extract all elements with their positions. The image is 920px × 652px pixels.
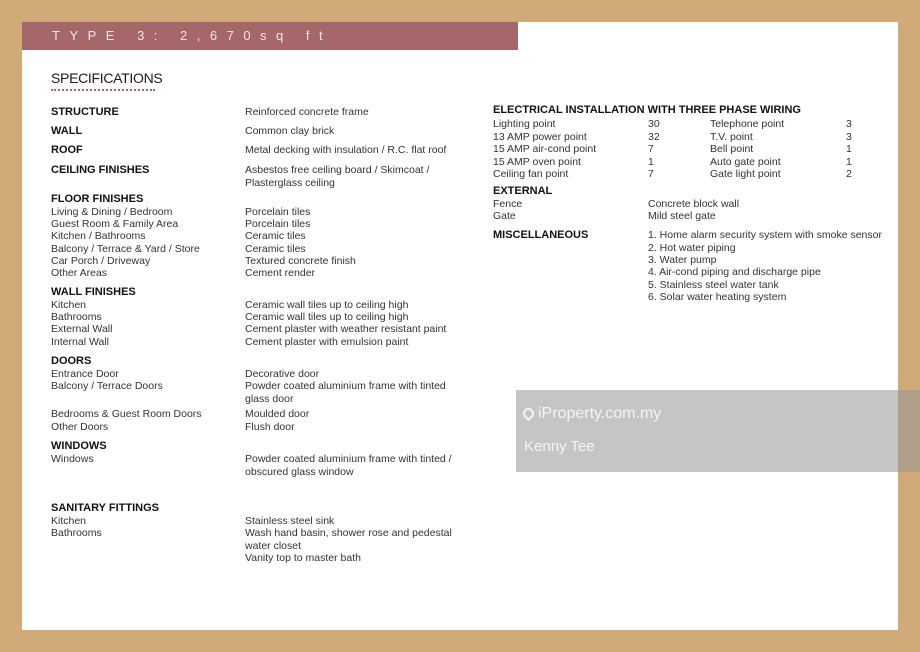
electrical-item-label: Auto gate point (710, 156, 781, 168)
miscellaneous-heading: MISCELLANEOUS (493, 229, 589, 241)
location-pin-icon (521, 406, 537, 422)
electrical-item-count: 1 (648, 156, 654, 168)
doors-row-label: Other Doors (51, 421, 109, 433)
sanitary-row-value: Vanity top to master bath (245, 552, 361, 564)
floor-row-label: Kitchen / Bathrooms (51, 230, 146, 242)
watermark-overlay (516, 390, 920, 472)
doors-heading: DOORS (51, 355, 92, 367)
wallfin-row-value: Ceramic wall tiles up to ceiling high (245, 311, 409, 323)
wallfin-row-value: Cement plaster with emulsion paint (245, 336, 409, 348)
electrical-item-label: Lighting point (493, 118, 556, 130)
floor-row-label: Balcony / Terrace & Yard / Store (51, 243, 200, 255)
wallfin-row-label: Bathrooms (51, 311, 102, 323)
wall-value: Common clay brick (245, 125, 335, 137)
windows-row-label: Windows (51, 453, 94, 465)
sanitary-heading: SANITARY FITTINGS (51, 502, 159, 514)
electrical-item-count: 7 (648, 168, 654, 180)
wall-label: WALL (51, 125, 83, 137)
ceiling-label: CEILING FINISHES (51, 164, 150, 176)
electrical-item-label: Ceiling fan point (493, 168, 569, 180)
electrical-item-label: Gate light point (710, 168, 781, 180)
wallfin-row-value: Ceramic wall tiles up to ceiling high (245, 299, 409, 311)
sanitary-row-label: Bathrooms (51, 527, 102, 539)
electrical-item-count: 3 (846, 118, 852, 130)
floor-finishes-heading: FLOOR FINISHES (51, 193, 144, 205)
electrical-heading: ELECTRICAL INSTALLATION WITH THREE PHASE WIRING (493, 104, 801, 116)
title-dotted-underline (51, 89, 155, 91)
misc-item: 5. Stainless steel water tank (648, 279, 779, 291)
watermark-agent-name: Kenny Tee (524, 438, 595, 455)
windows-row-value: Powder coated aluminium frame with tinted / obscured glass window (245, 453, 452, 478)
type-banner: TYPE 3: 2,670sq ft (22, 22, 518, 50)
electrical-item-label: Telephone point (710, 118, 785, 130)
doors-row-label: Bedrooms & Guest Room Doors (51, 408, 202, 420)
doors-row-value: Flush door (245, 421, 295, 433)
floor-row-label: Other Areas (51, 267, 108, 279)
electrical-item-count: 7 (648, 143, 654, 155)
external-row-value: Mild steel gate (648, 210, 716, 222)
external-heading: EXTERNAL (493, 185, 553, 197)
electrical-item-count: 1 (846, 156, 852, 168)
doors-row-label: Balcony / Terrace Doors (51, 380, 163, 392)
floor-row-value: Porcelain tiles (245, 218, 311, 230)
floor-row-value: Ceramic tiles (245, 243, 306, 255)
misc-item: 2. Hot water piping (648, 242, 736, 254)
watermark-brand (523, 405, 661, 423)
doors-row-value: Decorative door (245, 368, 320, 380)
electrical-item-count: 1 (846, 143, 852, 155)
misc-item: 3. Water pump (648, 254, 717, 266)
external-row-value: Concrete block wall (648, 198, 740, 210)
external-row-label: Fence (493, 198, 523, 210)
watermark-brand-text: iProperty.com.my (538, 405, 662, 422)
ceiling-value: Asbestos free ceiling board / Skimcoat / Plasterglass ceiling (245, 164, 430, 189)
floor-row-value: Textured concrete finish (245, 255, 356, 267)
electrical-item-count: 2 (846, 168, 852, 180)
electrical-item-count: 32 (648, 131, 660, 143)
wallfin-row-label: Internal Wall (51, 336, 109, 348)
wall-finishes-heading: WALL FINISHES (51, 286, 136, 298)
misc-item: 4. Air-cond piping and discharge pipe (648, 266, 821, 278)
electrical-item-label: 15 AMP oven point (493, 156, 581, 168)
misc-item: 6. Solar water heating system (648, 291, 787, 303)
electrical-item-label: Bell point (710, 143, 754, 155)
doors-row-value: Moulded door (245, 408, 310, 420)
electrical-item-label: T.V. point (710, 131, 753, 143)
electrical-item-label: 15 AMP air-cond point (493, 143, 597, 155)
wallfin-row-label: External Wall (51, 323, 113, 335)
electrical-item-count: 30 (648, 118, 660, 130)
sanitary-row-value: Wash hand basin, shower rose and pedestal water closet (245, 527, 452, 552)
windows-heading: WINDOWS (51, 440, 107, 452)
sanitary-row-label: Kitchen (51, 515, 87, 527)
misc-item: 1. Home alarm security system with smoke sensor (648, 229, 882, 241)
structure-value: Reinforced concrete frame (245, 106, 369, 118)
floor-row-value: Cement render (245, 267, 316, 279)
roof-value: Metal decking with insulation / R.C. flat roof (245, 144, 447, 156)
specifications-title: SPECIFICATIONS (51, 70, 163, 86)
floor-row-label: Living & Dining / Bedroom (51, 206, 173, 218)
structure-label: STRUCTURE (51, 106, 119, 118)
floor-row-value: Porcelain tiles (245, 206, 311, 218)
wallfin-row-label: Kitchen (51, 299, 87, 311)
electrical-item-count: 3 (846, 131, 852, 143)
floor-row-value: Ceramic tiles (245, 230, 306, 242)
floor-row-label: Guest Room & Family Area (51, 218, 179, 230)
doors-row-label: Entrance Door (51, 368, 119, 380)
sanitary-row-value: Stainless steel sink (245, 515, 335, 527)
roof-label: ROOF (51, 144, 83, 156)
wallfin-row-value: Cement plaster with weather resistant paint (245, 323, 447, 335)
electrical-item-label: 13 AMP power point (493, 131, 587, 143)
external-row-label: Gate (493, 210, 516, 222)
floor-row-label: Car Porch / Driveway (51, 255, 151, 267)
doors-row-value: Powder coated aluminium frame with tinted glass door (245, 380, 446, 405)
